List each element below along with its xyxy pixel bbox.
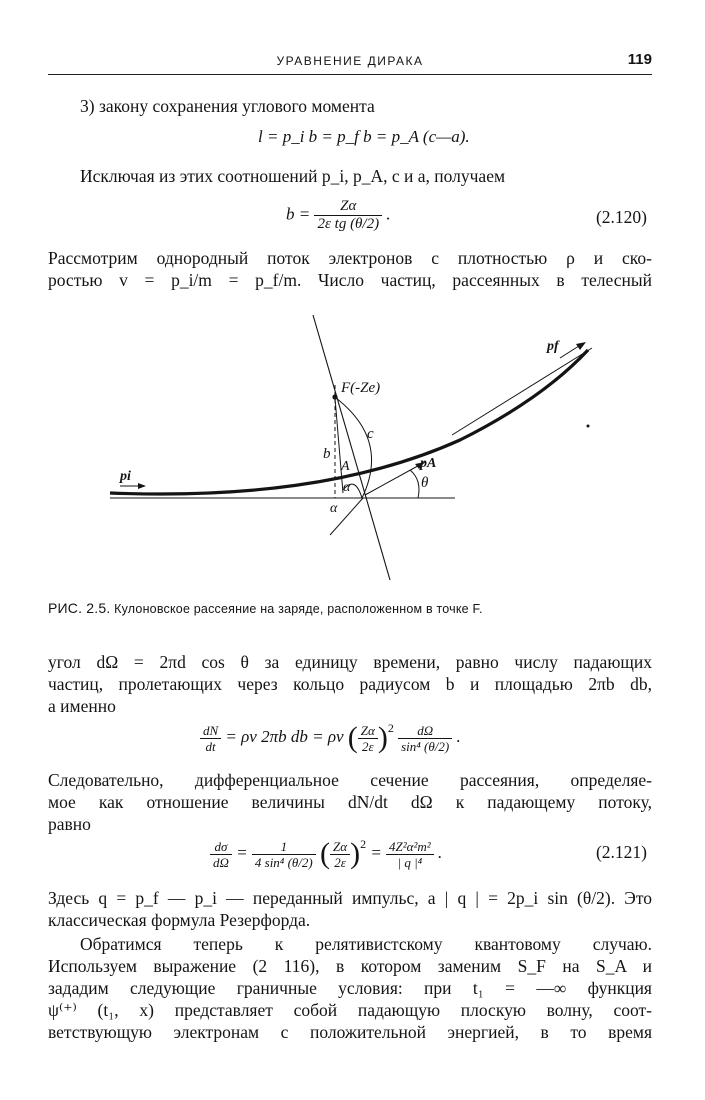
label-alpha-inner: α — [343, 480, 351, 495]
label-b: b — [323, 446, 331, 462]
label-pi: pi — [120, 469, 131, 484]
paragraph-3-line-2: мое как отношение величины dN/dt dΩ к падающему потоку, — [48, 792, 652, 812]
paragraph-1-line-1: Рассмотрим однородный поток электронов с плотностью ρ и ско- — [48, 248, 652, 268]
theta-arc — [410, 470, 419, 498]
label-a: A — [341, 459, 350, 474]
paragraph-4-line-1: Здесь q = p_f — p_i — переданный импульс, а | q | = 2p_i sin (θ/2). Это — [48, 888, 652, 908]
one-numerator: 1 — [280, 838, 288, 854]
dn-dt-dot: . — [456, 727, 461, 746]
z-alpha-fraction — [358, 723, 378, 754]
running-header — [48, 48, 652, 72]
header-title: УРАВНЕНИЕ ДИРАКА — [276, 54, 424, 68]
sin4-denominator: sin⁴ (θ/2) — [398, 738, 452, 754]
label-pf: pf — [547, 339, 559, 354]
tangent-vector-pa — [365, 462, 425, 495]
pf-arrowhead — [576, 342, 586, 350]
figure-number: РИС. 2.5. — [48, 600, 111, 616]
rutherford-fraction — [386, 839, 434, 870]
eq121-z-alpha-fraction — [330, 839, 350, 870]
angular-momentum-equation: l = p_i b = p_f b = p_A (c—a). — [258, 127, 470, 146]
eq121-square-exponent: 2 — [360, 837, 367, 851]
d-omega-numerator: dΩ — [417, 722, 434, 738]
eq121-z-alpha-numerator: Zα — [333, 838, 348, 854]
figure-2-5 — [100, 310, 630, 595]
d-omega-denominator: dΩ — [210, 854, 232, 870]
equation-2-120 — [286, 198, 391, 233]
paragraph-4-line-2: классическая формула Резерфорда. — [48, 910, 311, 930]
charge-point-f — [332, 394, 337, 399]
page-number: 119 — [627, 51, 652, 68]
paragraph-5-line-1: Обратимся теперь к релятивистскому квантовому случаю. — [80, 934, 652, 954]
figure-caption — [48, 600, 483, 616]
paragraph-5-line-5: ветствующую электронам с положительной энергией, в то время — [48, 1022, 652, 1042]
equation-dn-dt: $\frac{dN}{dt}$ = ρv 2πb db = ρv ( $\frac{Z\alpha}{2\varepsilon}$ )$^2$ $\frac{d\Omega}{\text{sin⁴ (θ/2)}}$ . — [200, 718, 461, 754]
eq120-lhs: b = — [286, 204, 311, 224]
paragraph-5-line-3: зададим следующие граничные условия: при t₁ = —∞ функция — [48, 978, 652, 998]
stray-dot — [587, 425, 590, 428]
label-theta: θ — [421, 475, 429, 491]
paragraph-3-line-3: равно — [48, 814, 91, 834]
eq120-dot: . — [386, 204, 391, 224]
rutherford-numerator: 4Z²α²m² — [389, 838, 431, 854]
q4-denominator: | q |⁴ — [386, 854, 434, 870]
paragraph-5-line-4: ψ⁽⁺⁾ (t₁, x) представляет собой падающую плоскую волну, соот- — [48, 1000, 652, 1020]
label-c: c — [367, 426, 374, 442]
pi-arrowhead — [138, 483, 146, 489]
paragraph-5-line-2: Используем выражение (2 116), в котором заменим S_F на S_A и — [48, 956, 652, 976]
d-omega-fraction — [398, 723, 452, 754]
square-exponent: 2 — [387, 721, 394, 735]
eq121-two-epsilon-denominator: 2ε — [330, 854, 350, 870]
eq120-numerator: Zα — [340, 198, 357, 214]
asymptote-out — [452, 348, 592, 435]
equation-2-121: $\frac{d\sigma}{d\Omega}$ = $\frac{1}{\text{4 sin⁴ (θ/2)}}$ ( $\frac{Z\alpha}{2\varepsilon}$ )$^2$ = $\frac{\text{4Z²α²m²}}{\text{| q |⁴}}$ . — [210, 834, 442, 870]
caption-text: Кулоновское рассеяние на заряде, расположенном в точке F. — [114, 602, 483, 616]
header-rule — [48, 74, 652, 75]
four-sin4-denominator: 4 sin⁴ (θ/2) — [252, 854, 316, 870]
paragraph-2-line-3: а именно — [48, 696, 116, 716]
two-epsilon-denominator: 2ε — [358, 738, 378, 754]
eq121-dot: . — [437, 843, 443, 862]
label-f: F(-Ze) — [341, 380, 381, 396]
paragraph-2-line-2: частиц, пролетающих через кольцо радиусом b и площадью 2πb db, — [48, 674, 652, 694]
equation-number-2-120: (2.120) — [595, 207, 647, 227]
paragraph-2-line-1: угол dΩ = 2πd cos θ за единицу времени, равно числу падающих — [48, 652, 652, 672]
dn-dt-fraction — [200, 723, 221, 754]
dt-denominator: dt — [200, 738, 221, 754]
eq120-fraction — [314, 198, 382, 233]
dn-dt-middle: = ρv 2πb db = ρv — [225, 727, 344, 746]
item-3-text: 3) закону сохранения углового момента — [80, 96, 375, 116]
scattering-diagram — [100, 310, 630, 595]
d-sigma-fraction — [210, 839, 232, 870]
dn-numerator: dN — [203, 722, 219, 738]
d-sigma-numerator: dσ — [214, 838, 228, 854]
paragraph-3-line-1: Следовательно, дифференциальное сечение рассеяния, определяе- — [48, 770, 652, 790]
label-pa: pA — [420, 456, 437, 471]
equation-number-2-121: (2.121) — [595, 842, 647, 862]
eq120-denominator: 2ε tg (θ/2) — [314, 215, 382, 233]
z-alpha-numerator: Zα — [360, 722, 375, 738]
one-over-sin4-fraction — [252, 839, 316, 870]
label-alpha-outer: α — [330, 501, 338, 516]
excluding-text: Исключая из этих соотношений p_i, p_A, c и a, получаем — [80, 166, 506, 186]
paragraph-1-line-2: ростью v = p_i/m = p_f/m. Число частиц, рассеянных в телесный — [48, 270, 652, 290]
